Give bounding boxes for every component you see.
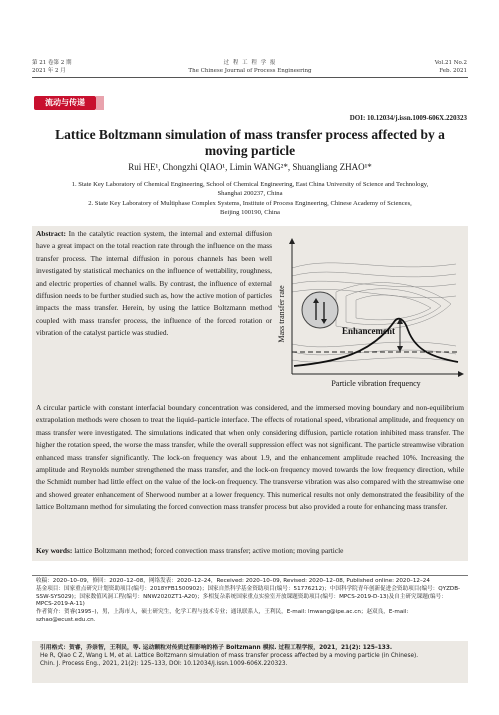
graphical-abstract-figure xyxy=(276,234,464,394)
abstract-part-1 xyxy=(36,228,272,340)
citation-line-2: He R, Qiao C Z, Wang L M, et al. Lattice Boltzmann simulation of mass transfer process affected by a moving particle (in Chinese). xyxy=(40,653,419,659)
keywords-text: lattice Boltzmann method; forced convection mass transfer; active motion; moving particle xyxy=(72,546,344,555)
affiliation-2 xyxy=(40,199,460,217)
footnote-rule xyxy=(32,575,468,576)
affiliation-2-line-2: Beijing 100190, China xyxy=(220,209,280,216)
header-volume-en: Vol.21 No.2 xyxy=(434,60,467,66)
keywords-label: Key words: xyxy=(36,546,73,555)
citation-line-1: 引用格式：贺睿，乔崇智，王利民，等. 运动颗粒对传质过程影响的格子 Boltzmann 模拟. 过程工程学报，2021，21(2): 125–133. xyxy=(40,645,393,651)
abstract-text-1: In the catalytic reaction system, the internal and external diffusion have a great impact on the total reaction rate through the influence on the mass transfer process. The internal diffusion in porous channels has been well investigated by statistical mechanics on the influence of wettability, roughness, and electric properties of channel walls. By contrast, the influence of external diffusion needs to be further studied such as, how the active motion of particles impacts the mass transfer. Herein, by using the lattice Boltzmann method coupled with mass transfer process, the influence of the forced rotation or vibration of the catalyst particle was studied. xyxy=(36,229,272,338)
affiliation-1-line-1: 1. State Key Laboratory of Chemical Engineering, School of Chemical Engineering, East China University of Science and Technology, xyxy=(71,181,429,188)
journal-name-cn: 过 程 工 程 学 报 xyxy=(223,60,277,66)
journal-name-en: The Chinese Journal of Process Engineering xyxy=(188,68,312,74)
citation-line-3: Chin. J. Process Eng., 2021, 21(2): 125–133, DOI: 10.12034/j.issn.1009-606X.220323. xyxy=(40,661,288,667)
figure-annotation: Enhancement xyxy=(342,326,396,336)
header-date-en: Feb. 2021 xyxy=(439,68,467,74)
figure-x-axis-label: Particle vibration frequency xyxy=(331,379,421,388)
header-rule xyxy=(32,77,468,78)
header-volume: 第 21 卷第 2 期 xyxy=(32,60,72,66)
doi[interactable]: DOI: 10.12034/j.issn.1009-606X.220323 xyxy=(349,114,467,122)
abstract-part-2: A circular particle with constant interfacial boundary concentration was considered, and the immersed moving boundary and non-equilibrium extrapolation methods were chosen to treat the liquid–particle interface. The effects of rotational speed, vibrational amplitude, and frequency on mass transfer were investigated. The simulations indicated that when only considering diffusion, particle rotation inhibited mass transfer. The higher the rotation speed, the worse the mass transfer, while the overall suppression effect was not significant. The particle streamwise vibration enhanced mass transfer significantly. The lock-on frequency was about 1.9, and the enhancement amplitude reached 10%. Increasing the amplitude and Reynolds number strengthened the mass transfer, and the lock-on frequency moved towards the low frequency direction, while the Schmidt number had little effect on the value of the lock-on frequency. The transverse vibration was also compared with the streamwise one and showed greater enhancement of Sherwood number at a lower frequency. This numerical results not only demonstrated the feasibility of the lattice Boltzmann method for simulating the forced convection mass transfer process but also provided a route for enhancing mass transfer. xyxy=(36,403,464,512)
affiliation-1 xyxy=(40,180,460,198)
affiliation-1-line-2: Shanghai 200237, China xyxy=(217,190,283,197)
section-badge: 流动与传递 xyxy=(34,96,96,110)
keywords xyxy=(36,546,464,555)
header-date: 2021 年 2 月 xyxy=(32,68,66,74)
section-badge-accent xyxy=(96,96,104,110)
author-list: Rui HE¹, Chongzhi QIAO¹, Limin WANG²*, Shuangliang ZHAO¹* xyxy=(128,162,372,172)
title-line-1: Lattice Boltzmann simulation of mass transfer process affected by a xyxy=(55,127,445,142)
footnote-author-info: 作者简介：贺睿(1995–)，男，上海市人，硕士研究生，化学工程与技术专业；通讯联系人，王利民，E-mail: lmwang@ipe.ac.cn；赵双良，E-mail: szhao@ecust.edu.cn. xyxy=(36,609,409,623)
abstract-label: Abstract: xyxy=(36,229,66,238)
paper-title xyxy=(50,127,450,159)
title-line-2: moving particle xyxy=(204,143,296,158)
footnote-funding: 基金项目：国家重点研究计划资助项目(编号：2018YFB1500902)；国家自然科学基金资助项目(编号：51776212)；中国科学院青年创新促进会资助项目(编号：QYZDB-SSW-SYS029)；国家数值风洞工程(编号：NNW2020ZT1-A20)；多相复杂系统国家重点实验室开放课题资助项目(编号：MPCS-2019-D-13)及自主研究课题(编号：MPCS-2019-A-11) xyxy=(36,586,461,608)
footnote-received: 收稿：2020–10–09，修回：2020–12–08，网络发表：2020–12–24，Received: 2020–10–09, Revised: 2020–12–08, Published online: 2020–12–24 xyxy=(36,578,430,584)
citation-text xyxy=(40,644,460,668)
figure-y-axis-label: Mass transfer rate xyxy=(277,285,286,343)
affiliation-2-line-1: 2. State Key Laboratory of Multiphase Complex Systems, Institute of Process Engineering, Chinese Academy of Sciences, xyxy=(88,200,412,207)
